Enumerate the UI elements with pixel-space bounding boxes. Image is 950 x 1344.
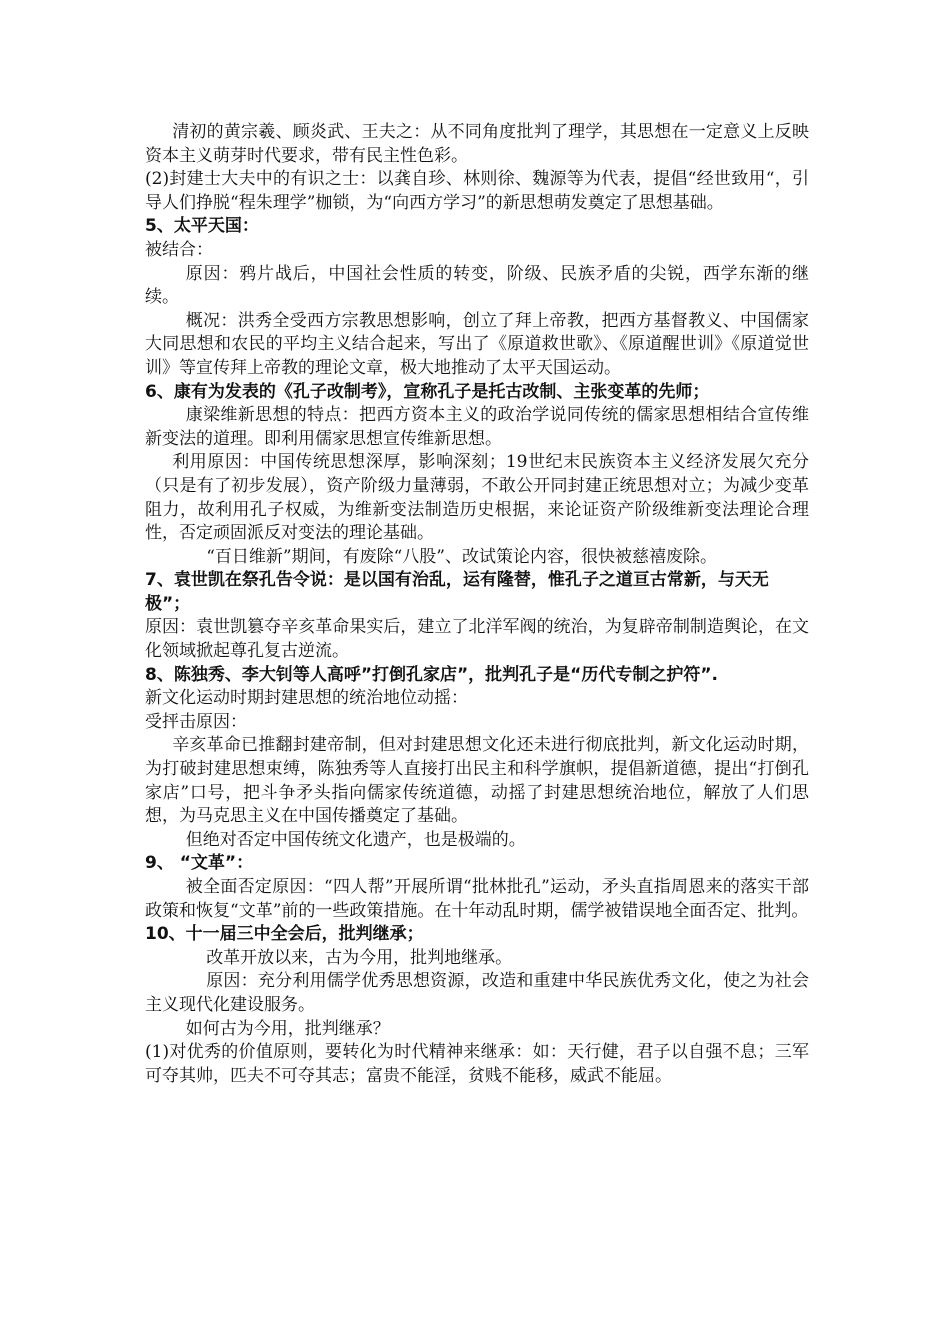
document-body: [145, 121, 809, 1088]
paragraph: 但绝对否定中国传统文化遗产，也是极端的。: [185, 829, 526, 850]
paragraph: 清初的黄宗羲、顾炎武、王夫之：从不同角度批判了理学，其思想在一定意义上反映资本主义萌芽时代要求，带有民主性色彩。: [145, 122, 809, 166]
section-heading: 6、康有为发表的《孔子改制考》，宣称孔子是托古改制、主张变革的先师；: [145, 381, 710, 402]
section-heading: 7、袁世凯在祭孔告令说：是以国有治乱，运有隆替，惟孔子之道亘古常新，与天无极”；: [145, 570, 769, 614]
paragraph: 改革开放以来，古为今用，批判地继承。: [206, 947, 513, 968]
paragraph: “百日维新”期间，有废除“八股”、改试策论内容，很快被慈禧废除。: [206, 546, 717, 567]
paragraph: 如何古为今用，批判继承？: [185, 1018, 390, 1039]
paragraph: 概况：洪秀全受西方宗教思想影响，创立了拜上帝教，把西方基督教义、中国儒家大同思想和农民的平均主义结合起来，写出了《原道救世歌》、《原道醒世训》《原道觉世训》等宣传拜上帝教的理论文章，极大地推动了太平天国运动。: [145, 310, 809, 378]
section-heading: 10、十一届三中全会后，批判继承；: [145, 924, 424, 945]
paragraph: 利用原因：中国传统思想深厚，影响深刻；19世纪末民族资本主义经济发展欠充分（只是有了初步发展），资产阶级力量薄弱，不敢公开同封建正统思想对立；为减少变革阻力，故利用孔子权威，为维新变法制造历史根据，来论证资产阶级维新变法理论合理性，否定顽固派反对变法的理论基础。: [145, 452, 809, 544]
section-heading: 8、陈独秀、李大钊等人高呼”打倒孔家店”，批判孔子是“历代专制之护符”.: [145, 664, 718, 685]
paragraph: (2)封建士大夫中的有识之士：以龚自珍、林则徐、魏源等为代表，提倡“经世致用“，引导人们挣脱“程朱理学”枷锁，为“向西方学习”的新思想萌发奠定了思想基础。: [145, 169, 809, 213]
paragraph: 受抨击原因：: [145, 711, 247, 732]
paragraph: 原因：鸦片战后，中国社会性质的转变，阶级、民族矛盾的尖锐，西学东渐的继续。: [145, 263, 809, 308]
paragraph: 辛亥革命已推翻封建帝制，但对封建思想文化还未进行彻底批判，新文化运动时期，为打破封建思想束缚，陈独秀等人直接打出民主和科学旗帜，提倡新道德，提出“打倒孔家店”口号，把斗争矛头指向儒家传统道德，动摇了封建思想统治地位，解放了人们思想，为马克思主义在中国传播奠定了基础。: [145, 735, 809, 827]
paragraph: 被全面否定原因：“四人帮”开展所谓“批林批孔”运动，矛头直指周恩来的落实干部政策和恢复“文革”前的一些政策措施。在十年动乱时期，儒学被错误地全面否定、批判。: [145, 877, 809, 921]
paragraph: 康梁维新思想的特点：把西方资本主义的政治学说同传统的儒家思想相结合宣传维新变法的道理。即利用儒家思想宣传维新思想。: [145, 405, 809, 449]
paragraph: 被结合：: [145, 239, 213, 260]
section-heading: 9、 “文革”：: [145, 853, 254, 874]
section-heading: 5、太平天国：: [145, 216, 259, 237]
paragraph: 原因：充分利用儒学优秀思想资源，改造和重建中华民族优秀文化，使之为社会主义现代化建设服务。: [145, 971, 809, 1015]
paragraph: 原因：袁世凯篡夺辛亥革命果实后，建立了北洋军阀的统治，为复辟帝制制造舆论，在文化领域掀起尊孔复古逆流。: [145, 617, 809, 662]
paragraph: 新文化运动时期封建思想的统治地位动摇：: [145, 688, 468, 709]
paragraph: (1)对优秀的价值原则，要转化为时代精神来继承：如：天行健，君子以自强不息；三军可夺其帅，匹夫不可夺其志；富贵不能淫，贫贱不能移，威武不能屈。: [145, 1042, 809, 1086]
